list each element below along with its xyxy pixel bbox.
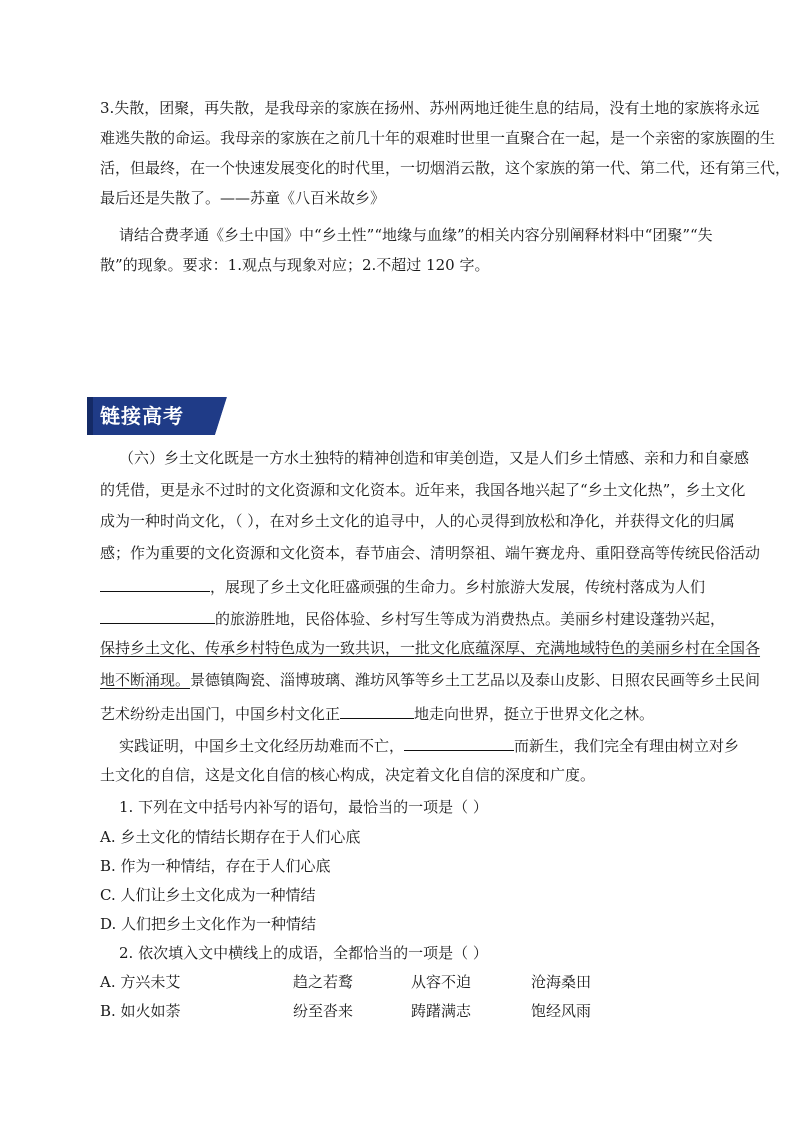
option-d[interactable]: D. 人们把乡土文化作为一种情结 xyxy=(100,915,317,933)
passage-text: 而新生，我们完全有理由树立对乡 xyxy=(514,737,740,755)
paragraph-line: 3.失散，团聚，再失散，是我母亲的家族在扬州、苏州两地迁徙生息的结局，没有土地的家族将永远 xyxy=(100,99,760,117)
question-1: 1. 下列在文中括号内补写的语句，最恰当的一项是（ ） xyxy=(119,798,488,816)
idiom: 沧海桑田 xyxy=(531,973,592,991)
idiom: 踌躇满志 xyxy=(411,1002,472,1020)
paragraph-line: 最后还是失散了。——苏童《八百米故乡》 xyxy=(100,189,386,207)
paragraph-line: 难逃失散的命运。我母亲的家族在之前几十年的艰难时世里一直聚合在一起，是一个亲密的家族圈的生 xyxy=(100,129,776,147)
passage-text: 的旅游胜地，民俗体验、乡村写生等成为消费热点。美丽乡村建设蓬勃兴起， xyxy=(215,610,726,628)
question-2: 2. 依次填入文中横线上的成语，全都恰当的一项是（ ） xyxy=(119,944,488,962)
section-title: 链接高考 xyxy=(100,404,184,428)
passage-line xyxy=(119,734,739,756)
passage-text: 艺术纷纷走出国门，中国乡村文化正 xyxy=(100,705,341,723)
passage-text: ，展现了乡土文化旺盛顽强的生命力。乡村旅游大发展，传统村落成为人们 xyxy=(210,578,706,596)
passage-line: 的凭借，更是永不过时的文化资源和文化资本。近年来，我国各地兴起了“乡土文化热”，乡土文化 xyxy=(100,481,746,499)
passage-line: （六）乡土文化既是一方水土独特的精神创造和审美创造，又是人们乡土情感、亲和力和自豪感 xyxy=(119,449,750,467)
option-b[interactable]: B. 作为一种情结，存在于人们心底 xyxy=(100,857,331,875)
underlined-sentence-end: 地不断涌现。 xyxy=(100,671,191,689)
passage-line xyxy=(100,702,654,724)
idiom: 饱经风雨 xyxy=(531,1002,592,1020)
passage-text: 地走向世界，挺立于世界文化之林。 xyxy=(414,705,655,723)
passage-line: 感；作为重要的文化资源和文化资本，春节庙会、清明祭祖、端午赛龙舟、重阳登高等传统民俗活动 xyxy=(100,544,761,562)
underlined-sentence: 保持乡土文化、传承乡村特色成为一致共识，一批文化底蕴深厚、充满地域特色的美丽乡村在全国各 xyxy=(100,639,761,657)
question-prompt-line: 请结合费孝通《乡土中国》中“乡土性”“地缘与血缘”的相关内容分别阐释材料中“团聚”“失 xyxy=(119,226,713,244)
passage-text: 景德镇陶瓷、淄博玻璃、潍坊风筝等乡土工艺品以及泰山皮影、日照农民画等乡土民间 xyxy=(190,671,761,689)
fill-blank-1[interactable] xyxy=(100,575,210,592)
passage-text: 实践证明，中国乡土文化经历劫难而不亡， xyxy=(119,737,405,755)
idiom: 从容不迫 xyxy=(411,973,472,991)
fill-blank-2[interactable] xyxy=(100,607,215,624)
passage-line xyxy=(100,670,760,690)
option-a-label[interactable]: A. 方兴未艾 xyxy=(100,973,181,991)
passage-line xyxy=(100,607,725,629)
option-c[interactable]: C. 人们让乡土文化成为一种情结 xyxy=(100,886,316,904)
idiom: 纷至沓来 xyxy=(293,1002,354,1020)
paragraph-line: 活，但最终，在一个快速发展变化的时代里，一切烟消云散，这个家族的第一代、第二代，还有第三代， xyxy=(100,159,791,177)
passage-line: 土文化的自信，这是文化自信的核心构成，决定着文化自信的深度和广度。 xyxy=(100,766,596,784)
idiom: 趋之若鹜 xyxy=(293,973,354,991)
passage-line xyxy=(100,575,705,597)
option-b-label[interactable]: B. 如火如荼 xyxy=(100,1002,181,1020)
fill-blank-3[interactable] xyxy=(340,702,414,719)
option-a[interactable]: A. 乡土文化的情结长期存在于人们心底 xyxy=(100,828,361,846)
question-prompt-line: 散”的现象。要求：1.观点与现象对应；2.不超过 120 字。 xyxy=(100,256,490,274)
fill-blank-4[interactable] xyxy=(404,734,514,751)
passage-line: 成为一种时尚文化，（ ），在对乡土文化的追寻中，人的心灵得到放松和净化，并获得文化的归属 xyxy=(100,512,735,530)
